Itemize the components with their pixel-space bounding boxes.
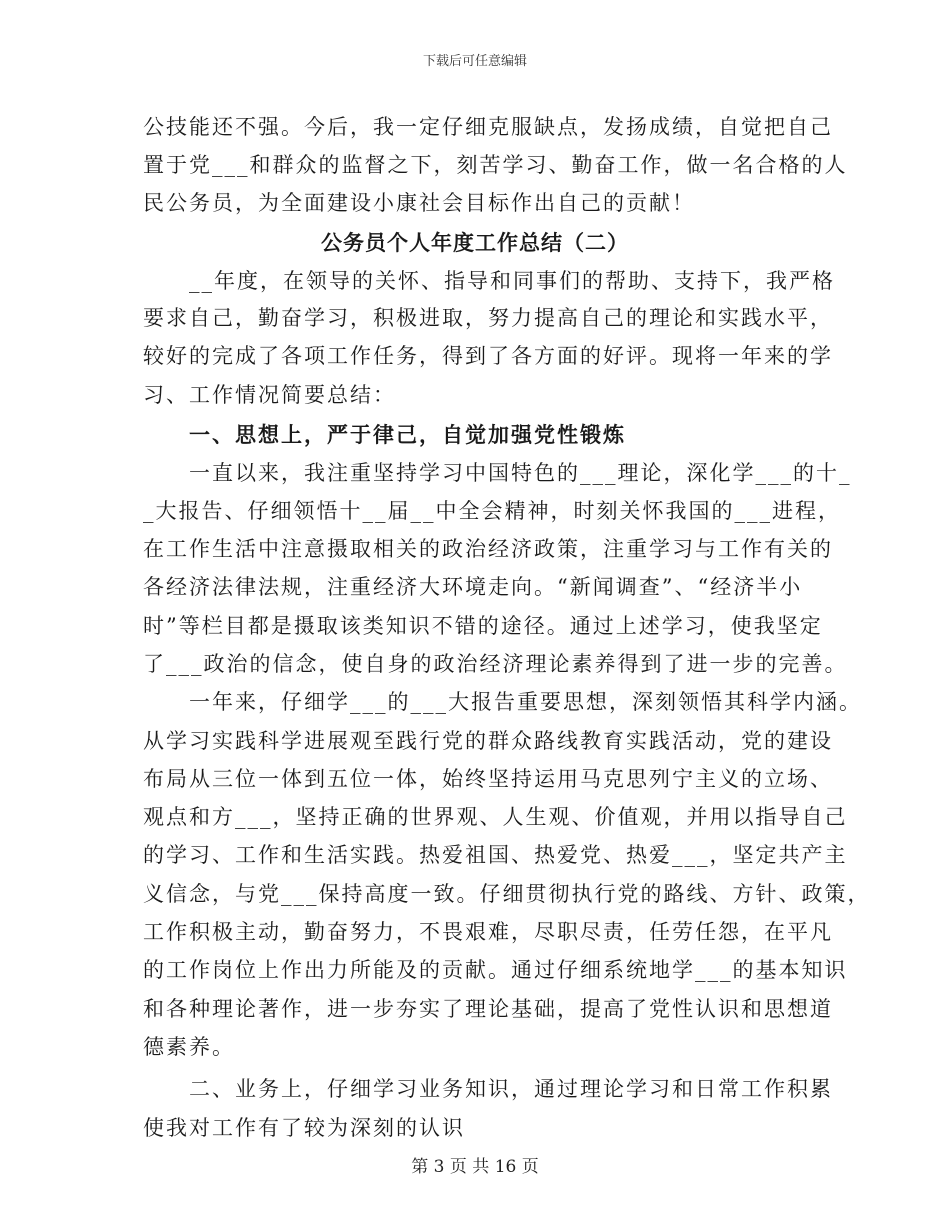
body-line: _大报告、仔细领悟十__届__中全会精神，时刻关怀我国的___进程，: [143, 499, 841, 523]
body-line: 观点和方___，坚持正确的世界观、人生观、价值观，并用以指导自己: [143, 805, 848, 829]
body-line: 布局从三位一体到五位一体，始终坚持运用马克思列宁主义的立场、: [143, 767, 833, 791]
body-line: 的工作岗位上作出力所能及的贡献。通过仔细系统地学___的基本知识: [143, 958, 848, 982]
body-line: 各经济法律法规，注重经济大环境走向。“新闻调查”、“经济半小: [143, 575, 803, 599]
body-line: 义信念，与党___保持高度一致。仔细贯彻执行党的路线、方针、政策，: [143, 882, 871, 906]
section-title: 公务员个人年度工作总结（二）: [321, 230, 629, 255]
page-number: 第 3 页 共 16 页: [411, 1157, 539, 1177]
body-line: 从学习实践科学进展观至践行党的群众路线教育实践活动，党的建设: [143, 729, 833, 753]
body-line: 工作积极主动，勤奋努力，不畏艰难，尽职尽责，任劳任怨，在平凡: [143, 920, 833, 944]
body-line: 使我对工作有了较为深刻的认识: [143, 1116, 465, 1140]
body-line: 德素养。: [143, 1035, 235, 1059]
body-line: 一年来，仔细学___的___大报告重要思想，深刻领悟其科学内涵。: [143, 690, 862, 714]
body-line: __年度，在领导的关怀、指导和同事们的帮助、支持下，我严格: [143, 269, 835, 293]
body-line: 了___政治的信念，使自身的政治经济理论素养得到了进一步的完善。: [143, 652, 848, 676]
body-line: 习、工作情况简要总结：: [143, 383, 396, 407]
body-line: 时”等栏目都是摄取该类知识不错的途径。通过上述学习，使我坚定: [143, 614, 823, 638]
subheading-1: 一、思想上，严于律己，自觉加强党性锻炼: [143, 422, 626, 447]
body-line: 在工作生活中注意摄取相关的政治经济政策，注重学习与工作有关的: [143, 537, 833, 561]
body-line: 民公务员，为全面建设小康社会目标作出自己的贡献！: [143, 191, 695, 215]
body-line: 一直以来，我注重坚持学习中国特色的___理论，深化学___的十_: [143, 461, 852, 485]
body-line: 和各种理论著作，进一步夯实了理论基础，提高了党性认识和思想道: [143, 997, 833, 1021]
body-line: 公技能还不强。今后，我一定仔细克服缺点，发扬成绩，自觉把自己: [143, 115, 833, 139]
page-header: 下载后可任意编辑: [422, 54, 527, 69]
body-line: 要求自己，勤奋学习，积极进取，努力提高自己的理论和实践水平，: [143, 306, 833, 330]
body-line: 置于党___和群众的监督之下，刻苦学习、勤奋工作，做一名合格的人: [143, 153, 848, 177]
body-line: 较好的完成了各项工作任务，得到了各方面的好评。现将一年来的学: [143, 344, 833, 368]
subheading-2: 二、业务上，仔细学习业务知识，通过理论学习和日常工作积累: [143, 1077, 833, 1101]
body-line: 的学习、工作和生活实践。热爱祖国、热爱党、热爱___，坚定共产主: [143, 843, 848, 867]
